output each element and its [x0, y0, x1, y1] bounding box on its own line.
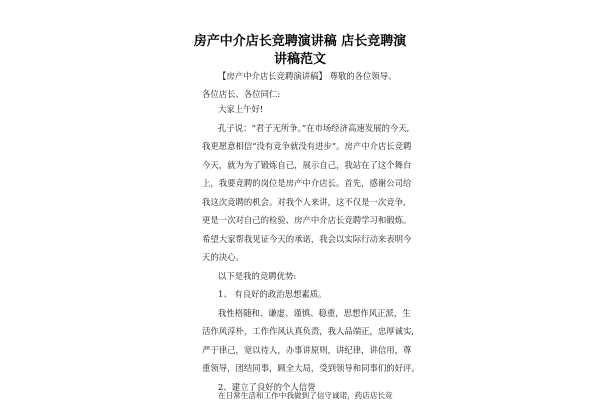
greeting-line: 大家上午好!: [218, 104, 264, 114]
paragraph-line: 我更愿意相信“没有竞争就没有进步”。房产中介店长竞聘: [202, 141, 412, 151]
greeting-recipients-line: 各位店长、各位同仁:: [202, 89, 281, 99]
paragraph-line: 今天，就为为了锻炼自己，展示自己，我站在了这个舞台: [202, 160, 412, 170]
paragraph-line: 更是一次对自己的检验、房产中介店长竞聘学习和锻炼。: [202, 215, 412, 225]
section-heading-2: 2、建立了良好的个人信誉: [218, 382, 316, 392]
section-heading-1: 1、 有良好的政治思想素质。: [218, 289, 327, 299]
paragraph-line: 我性格随和、谦虚、谨慎、稳重，思想作风正派，生: [218, 308, 411, 318]
paragraph-line: 我这次竞聘的机会。对我个人来讲，这不仅是一次竞争,: [202, 197, 406, 207]
document-title-line-2: 讲稿范文: [273, 52, 326, 67]
paragraph-line: 在日常生活和工作中我做到了信守诚诺，药店店长竞: [218, 391, 393, 400]
paragraph-line: 重领导，团结同事，顾全大局，受到领导和同事们的好评。: [202, 363, 420, 373]
document-title-line-1: 房产中介店长竞聘演讲稿 店长竞聘演: [193, 34, 407, 49]
paragraph-line: 孔子说：“君子无所争。”在市场经济高速发展的今天,: [218, 123, 410, 133]
paragraph-line: 希望大家帮我见证今天的承诺，我会以实际行动来表明今: [202, 234, 412, 244]
paragraph-line: 上，我要竞聘的岗位是房产中介店长。首先，感谢公司给: [202, 178, 412, 188]
paragraph-line: 活作风淳朴，工作作风认真负责，我人品端正，忠厚诚实,: [202, 326, 415, 336]
section-intro-line: 以下是我的竞聘优势:: [218, 271, 297, 281]
intro-line: 【房产中介店长竞聘演讲稿】 尊敬的各位领导、: [218, 71, 397, 81]
paragraph-line: 严于律己，宽以待人，办事讲原则，讲纪律，讲信用，尊: [202, 345, 412, 355]
paragraph-line: 天的决心。: [202, 252, 244, 262]
